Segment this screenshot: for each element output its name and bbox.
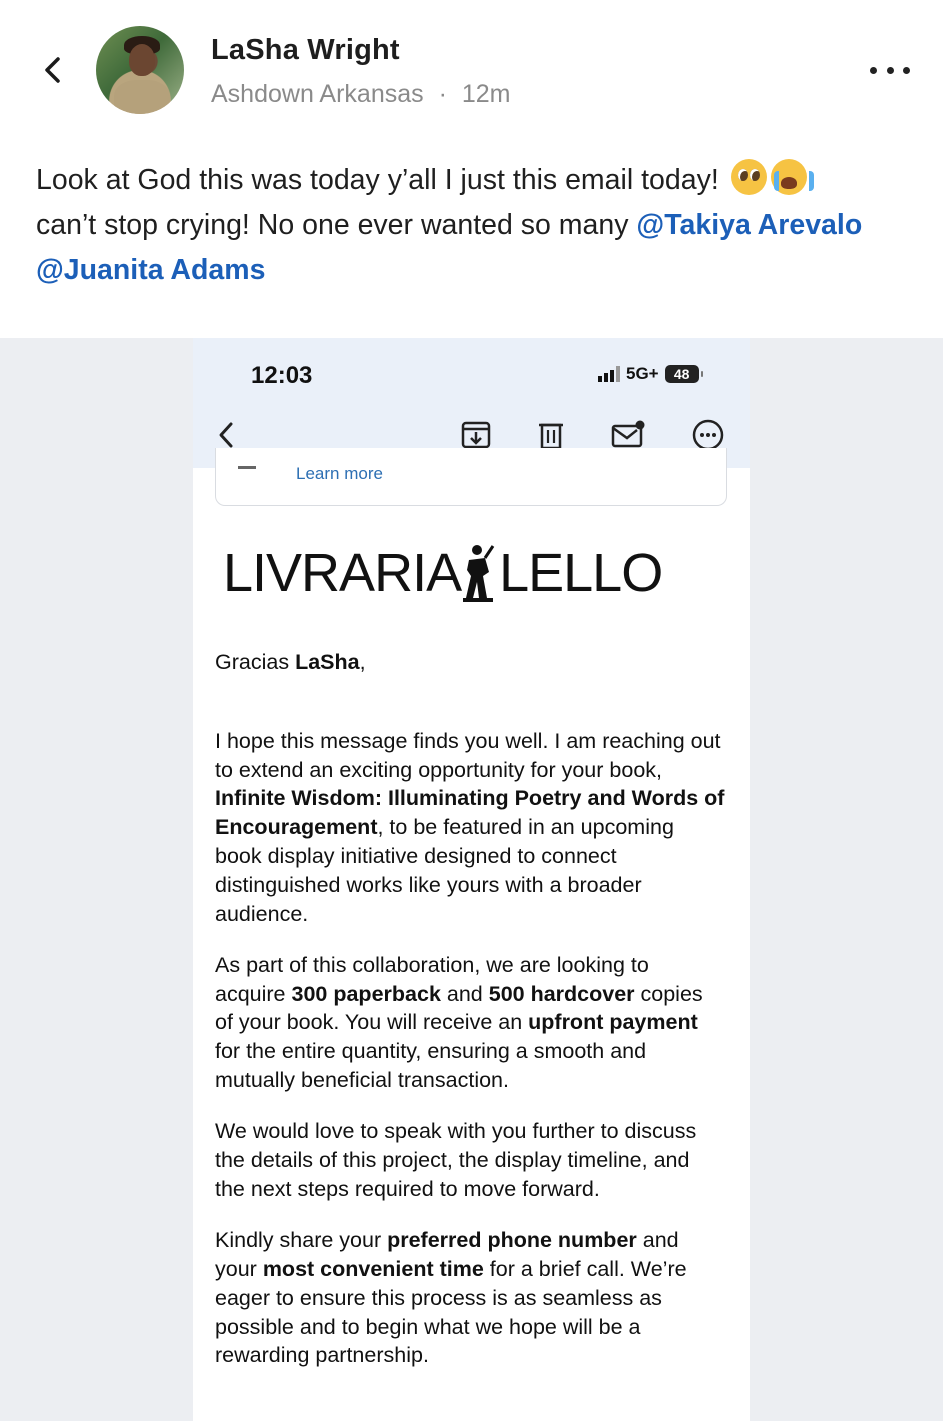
greeting-name: LaSha bbox=[295, 650, 360, 674]
email-paragraph-3: We would love to speak with you further to discuss the details of this project, the display timeline, and the next steps required to move forward. bbox=[215, 1119, 697, 1201]
logo-text-right: LELLO bbox=[499, 543, 663, 603]
p2-and: and bbox=[440, 981, 489, 1006]
email-greeting bbox=[215, 648, 725, 677]
p4-text-c: for a brief call. We’re eager to ensure this process is as seamless as possible and to begin what we hope will be a rewarding partnership. bbox=[215, 1257, 687, 1368]
more-dot-icon bbox=[903, 67, 910, 74]
p1-text-a: I hope this message finds you well. I am reaching out to extend an exciting opportunity for your book, bbox=[215, 728, 721, 782]
logo-figure-icon bbox=[463, 542, 497, 604]
status-time: 12:03 bbox=[251, 362, 313, 389]
email-back-icon[interactable] bbox=[209, 418, 243, 452]
post-header bbox=[0, 0, 943, 140]
network-label: 5G+ bbox=[626, 364, 659, 383]
learn-more-link[interactable]: Learn more bbox=[296, 464, 383, 483]
signal-icon bbox=[598, 366, 620, 382]
convenient-time: most convenient time bbox=[262, 1257, 484, 1282]
mark-unread-icon[interactable] bbox=[611, 418, 645, 452]
back-button[interactable] bbox=[36, 52, 68, 88]
loudly-crying-face-icon bbox=[771, 159, 807, 195]
preferred-phone: preferred phone number bbox=[387, 1228, 637, 1253]
email-paragraph-1 bbox=[215, 727, 725, 929]
card-divider bbox=[238, 466, 256, 469]
avatar[interactable] bbox=[96, 26, 184, 114]
more-dot-icon bbox=[870, 67, 877, 74]
post-text-part1: Look at God this was today y’all I just this email today! bbox=[36, 164, 719, 196]
info-card bbox=[215, 448, 727, 506]
post-text bbox=[36, 158, 916, 293]
email-paragraph-4 bbox=[215, 1226, 725, 1370]
author-location: Ashdown Arkansas bbox=[211, 80, 424, 108]
pleading-face-icon bbox=[731, 159, 767, 195]
battery-level: 48 bbox=[673, 366, 690, 382]
upfront-payment: upfront payment bbox=[528, 1010, 698, 1035]
mention-takiya-arevalo[interactable]: @Takiya Arevalo bbox=[636, 209, 863, 241]
hardcover-count: 500 hardcover bbox=[488, 981, 635, 1006]
trash-icon[interactable] bbox=[534, 418, 568, 452]
more-dot-icon bbox=[887, 67, 894, 74]
mention-juanita-adams[interactable]: @Juanita Adams bbox=[36, 254, 266, 286]
email-more-icon[interactable] bbox=[691, 418, 725, 452]
more-options-button[interactable] bbox=[870, 58, 910, 82]
email-body bbox=[215, 648, 725, 1393]
p2-text-a: As part of this collaboration, we are looking to acquire bbox=[215, 952, 649, 1006]
p4-text-b: and your bbox=[215, 1228, 679, 1282]
p2-text-b: copies of your book. You will receive an bbox=[215, 981, 703, 1035]
greeting-suffix: , bbox=[359, 650, 366, 674]
p2-text-c: for the entire quantity, ensuring a smooth and mutually beneficial transaction. bbox=[215, 1039, 647, 1093]
p4-text-a: Kindly share your bbox=[215, 1228, 388, 1253]
greeting-prefix: Gracias bbox=[215, 650, 296, 674]
author-name[interactable]: LaSha Wright bbox=[211, 34, 400, 66]
email-paragraph-2 bbox=[215, 951, 725, 1095]
post-time: 12m bbox=[461, 80, 511, 108]
author-meta bbox=[211, 80, 511, 109]
battery-icon bbox=[665, 365, 699, 383]
logo-text-left: LIVRARIA bbox=[223, 543, 462, 603]
p1-text-b: , to be featured in an upcoming book display initiative designed to connect distinguished works like yours with a broader audience. bbox=[215, 815, 674, 926]
archive-icon[interactable] bbox=[459, 418, 493, 452]
book-title: Infinite Wisdom: Illuminating Poetry and Words of Encouragement bbox=[215, 786, 725, 840]
livraria-lello-logo bbox=[223, 538, 693, 608]
status-indicators bbox=[598, 364, 699, 384]
meta-separator: · bbox=[438, 80, 447, 108]
attached-email-screenshot[interactable] bbox=[193, 338, 750, 1421]
chevron-left-icon bbox=[42, 55, 62, 85]
post-text-part2: can’t stop crying! No one ever wanted so many bbox=[36, 209, 629, 241]
paperback-count: 300 paperback bbox=[291, 981, 441, 1006]
